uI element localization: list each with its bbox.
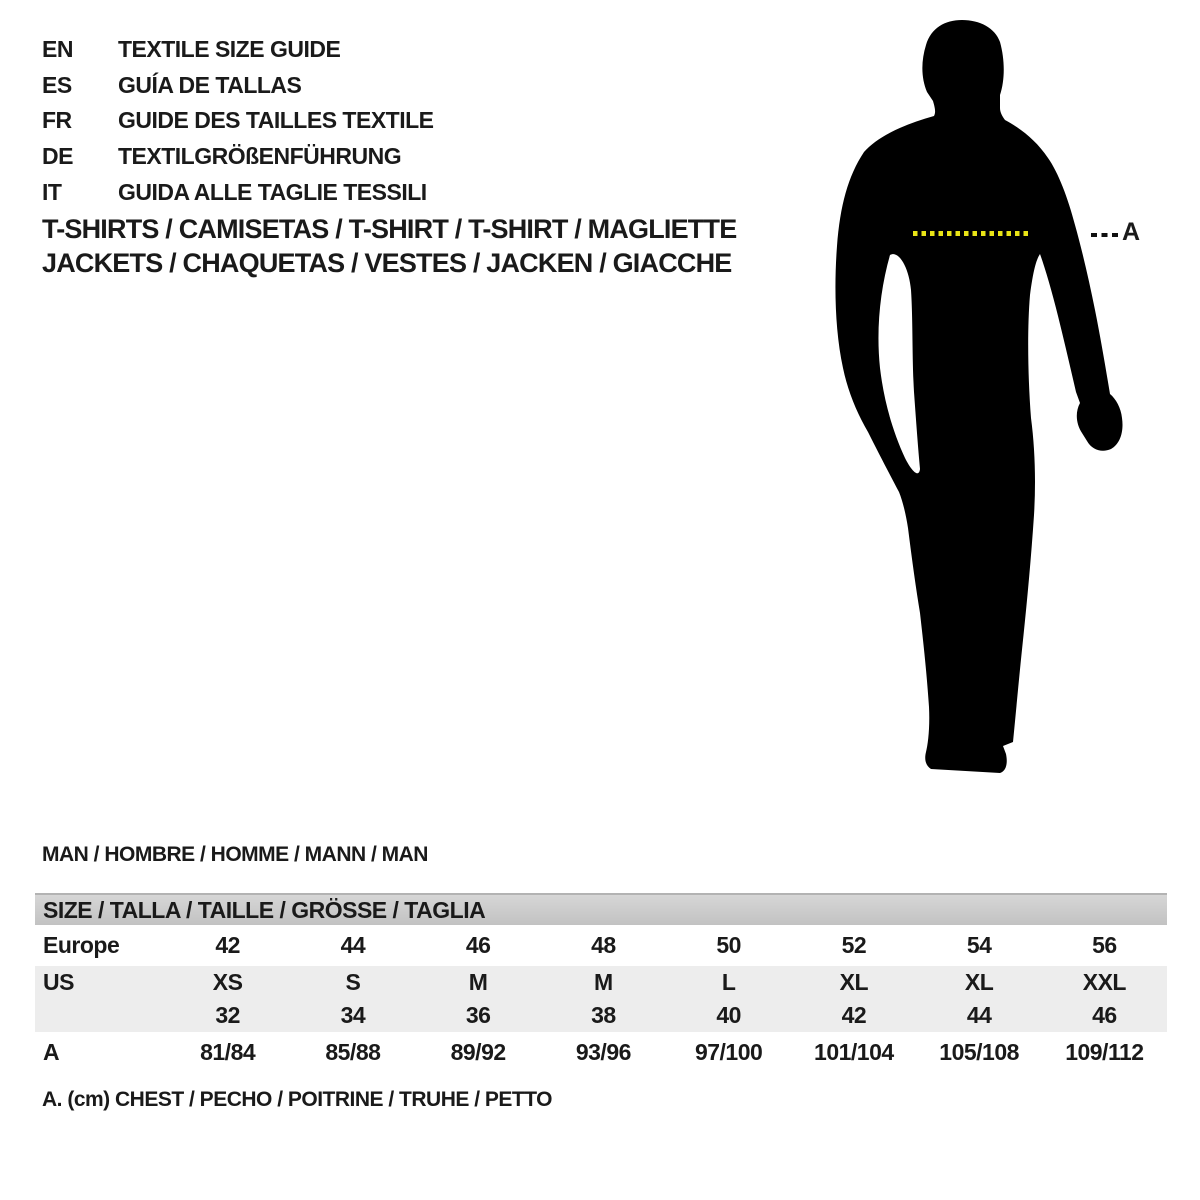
table-cell: 97/100 bbox=[694, 1038, 763, 1065]
language-row bbox=[42, 139, 434, 175]
size-table bbox=[35, 893, 1167, 1072]
size-table-body bbox=[35, 925, 1167, 1072]
table-cell: 48 bbox=[591, 932, 616, 958]
measure-label-a: A bbox=[1122, 218, 1141, 246]
table-cell: S bbox=[345, 969, 361, 995]
table-cell: 56 bbox=[1092, 932, 1117, 958]
table-row bbox=[35, 999, 1167, 1032]
table-row bbox=[35, 925, 1167, 966]
table-cell: 42 bbox=[841, 1002, 867, 1028]
table-cell: 85/88 bbox=[325, 1038, 381, 1065]
product-category-block bbox=[42, 212, 736, 280]
table-cell: M bbox=[594, 969, 613, 995]
language-row bbox=[42, 103, 434, 139]
table-cell: 34 bbox=[340, 1002, 366, 1028]
table-cell: 46 bbox=[1092, 1002, 1117, 1028]
language-label: GUÍA DE TALLAS bbox=[118, 71, 302, 98]
table-row bbox=[35, 966, 1167, 999]
table-cell: 54 bbox=[966, 932, 992, 958]
table-cell: 50 bbox=[716, 932, 741, 958]
language-code: FR bbox=[42, 107, 72, 134]
table-cell: XXL bbox=[1082, 969, 1126, 995]
language-code: DE bbox=[42, 143, 73, 170]
product-line-tshirts: T-SHIRTS / CAMISETAS / T-SHIRT / T-SHIRT / MAGLIETTE bbox=[42, 214, 737, 244]
language-label: TEXTILGRÖßENFÜHRUNG bbox=[118, 143, 402, 170]
language-list bbox=[42, 32, 434, 210]
table-cell: 89/92 bbox=[450, 1038, 506, 1065]
product-line-jackets: JACKETS / CHAQUETAS / VESTES / JACKEN / GIACCHE bbox=[42, 248, 732, 278]
table-cell: 40 bbox=[716, 1002, 741, 1028]
table-cell: 36 bbox=[465, 1002, 491, 1028]
table-cell: 46 bbox=[465, 932, 491, 958]
table-cell: XL bbox=[964, 969, 994, 995]
language-row bbox=[42, 32, 434, 68]
language-code: IT bbox=[42, 178, 62, 205]
table-cell: XL bbox=[839, 969, 869, 995]
size-table-header: SIZE / TALLA / TAILLE / GRÖSSE / TAGLIA bbox=[35, 893, 1167, 925]
table-cell: 105/108 bbox=[939, 1038, 1019, 1065]
row-label: US bbox=[43, 969, 74, 995]
table-cell: 38 bbox=[591, 1002, 616, 1028]
table-cell: M bbox=[468, 969, 488, 995]
table-cell: 52 bbox=[841, 932, 867, 958]
table-cell: 81/84 bbox=[200, 1038, 256, 1065]
chest-measure-line bbox=[913, 231, 1031, 236]
language-label: GUIDA ALLE TAGLIE TESSILI bbox=[118, 178, 427, 205]
table-cell: 109/112 bbox=[1065, 1038, 1144, 1065]
language-row bbox=[42, 174, 434, 210]
language-label: TEXTILE SIZE GUIDE bbox=[118, 36, 341, 63]
table-cell: 44 bbox=[966, 1002, 992, 1028]
table-cell: XS bbox=[212, 969, 243, 995]
table-cell: 42 bbox=[215, 932, 240, 958]
language-code: EN bbox=[42, 36, 73, 63]
section-heading-man: MAN / HOMBRE / HOMME / MANN / MAN bbox=[42, 843, 428, 866]
table-cell: 101/104 bbox=[814, 1038, 894, 1065]
table-cell: 44 bbox=[340, 932, 366, 958]
table-cell: 93/96 bbox=[575, 1038, 631, 1065]
man-silhouette bbox=[820, 0, 1200, 800]
language-label: GUIDE DES TAILLES TEXTILE bbox=[118, 107, 434, 134]
measurement-legend: A. (cm) CHEST / PECHO / POITRINE / TRUHE / PETTO bbox=[42, 1088, 553, 1111]
row-label: Europe bbox=[43, 932, 120, 958]
table-row bbox=[35, 1032, 1167, 1072]
language-row bbox=[42, 68, 434, 104]
table-cell: L bbox=[721, 969, 736, 995]
table-cell: 32 bbox=[215, 1002, 240, 1028]
language-code: ES bbox=[42, 71, 72, 98]
row-label: A bbox=[43, 1038, 60, 1065]
measure-callout-dashes bbox=[1091, 233, 1119, 237]
